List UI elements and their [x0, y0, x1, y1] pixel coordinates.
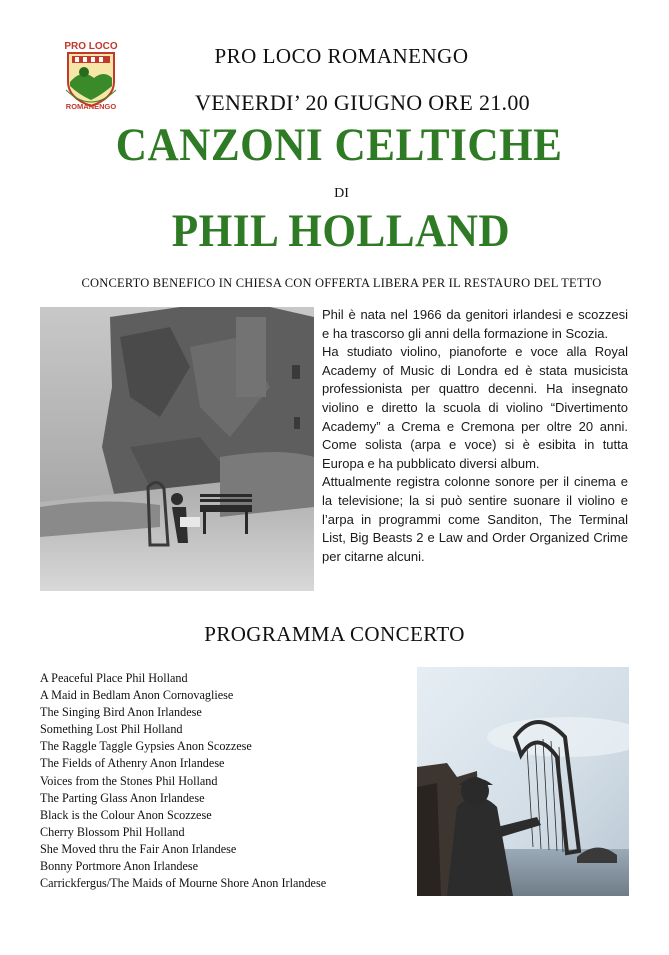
event-subtitle: CONCERTO BENEFICO IN CHIESA CON OFFERTA LIBERA PER IL RESTAURO DEL TETTO: [81, 276, 602, 290]
logo-text-bottom: ROMANENGO: [65, 102, 117, 110]
program-item: The Parting Glass Anon Irlandese: [40, 790, 205, 805]
program-item: Black is the Colour Anon Scozzese: [40, 807, 212, 822]
bio-paragraph: Ha studiato violino, pianoforte e voce alla Royal Academy of Music di Londra ed è stata musicista professionista per quattro decenni. Ha insegnato violino e diretto la scuola di violino “Divertimento Academy” a Crema e Cremona per oltre 20 anni. Come solista (arpa e voce) si è esibita in tutta Europa e ha pubblicato diversi album.: [322, 344, 628, 471]
harpist-cliff-photo: [40, 307, 314, 591]
event-date-time: VENERDI’ 20 GIUGNO ORE 21.00: [195, 90, 530, 115]
artist-biography: [322, 306, 628, 566]
performer-name: PHIL HOLLAND: [171, 205, 511, 257]
program-item: Voices from the Stones Phil Holland: [40, 773, 218, 788]
program-item: Cherry Blossom Phil Holland: [40, 824, 185, 839]
bio-paragraph: Attualmente registra colonne sonore per il cinema e la televisione; la si può sentire suonare il violino e l’arpa in programmi come Sanditon, The Terminal List, Big Beasts 2 e Law and Order Organized Crime per citarne alcuni.: [322, 474, 628, 564]
program-item: She Moved thru the Fair Anon Irlandese: [40, 841, 237, 856]
program-item: A Peaceful Place Phil Holland: [40, 671, 188, 685]
organization-name: PRO LOCO ROMANENGO: [214, 44, 469, 68]
bio-paragraph: Phil è nata nel 1966 da genitori irlandesi e scozzesi e ha trascorso gli anni della formazione in Scozia.: [322, 307, 628, 341]
program-item: The Singing Bird Anon Irlandese: [40, 705, 202, 720]
logo-text-top: PRO LOCO: [64, 41, 118, 52]
program-item: A Maid in Bedlam Anon Cornovagliese: [40, 688, 234, 703]
program-item: Carrickfergus/The Maids of Mourne Shore Anon Irlandese: [40, 876, 327, 891]
event-title: CANZONI CELTICHE: [115, 119, 563, 171]
program-item: The Fields of Athenry Anon Irlandese: [40, 756, 225, 771]
title-connector: DI: [334, 186, 349, 201]
program-item: The Raggle Taggle Gypsies Anon Scozzese: [40, 739, 252, 754]
harpist-seaside-photo: [417, 667, 629, 896]
program-list: [40, 670, 326, 892]
program-title: PROGRAMMA CONCERTO: [204, 622, 465, 646]
program-item: Something Lost Phil Holland: [40, 722, 183, 737]
program-item: Bonny Portmore Anon Irlandese: [40, 859, 199, 874]
